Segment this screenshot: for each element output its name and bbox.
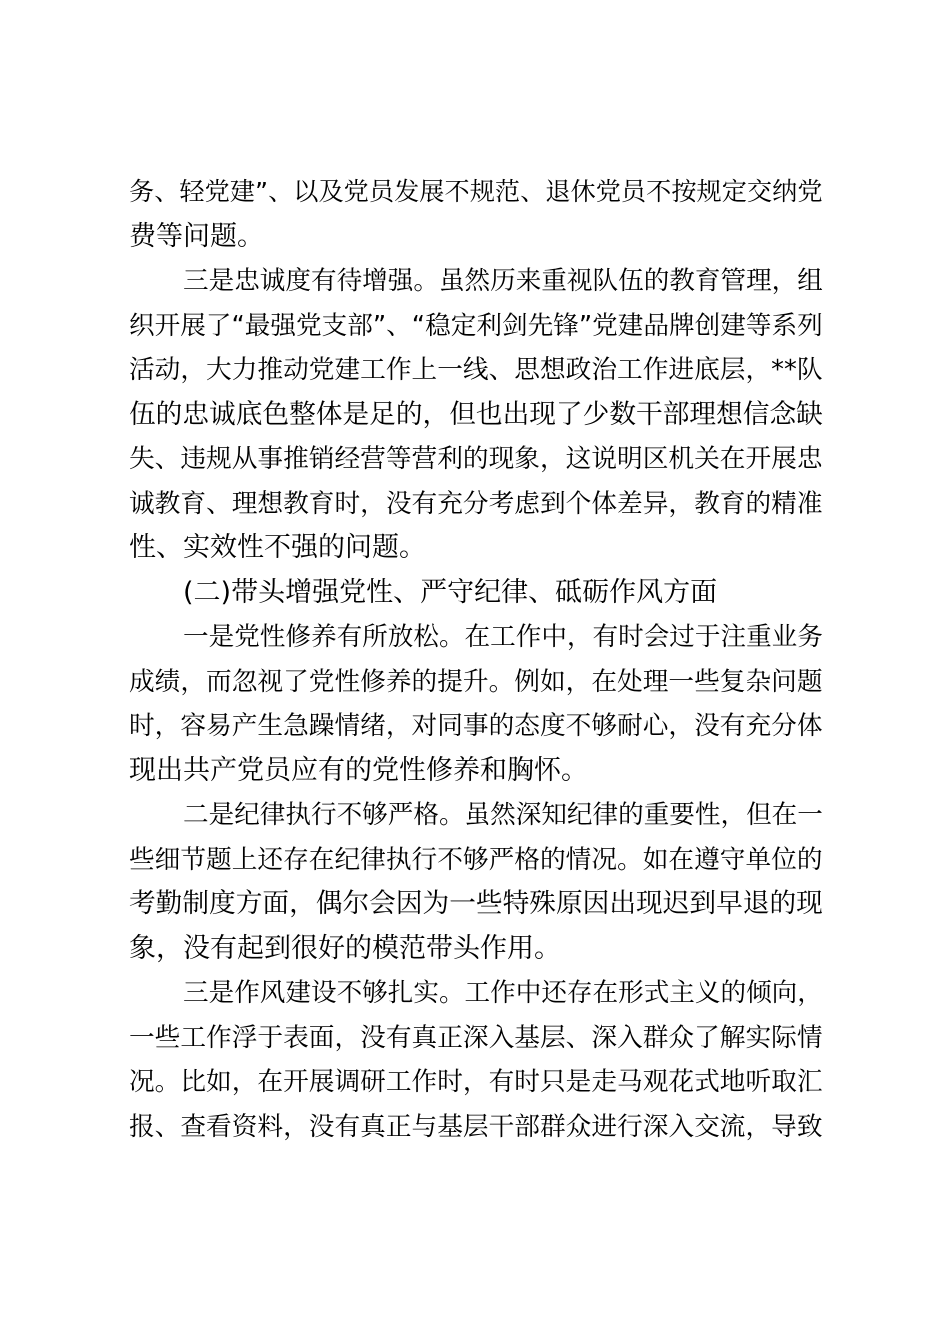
text-line: 诚教育、理想教育时，没有充分考虑到个体差异，教育的精准 — [129, 488, 823, 519]
text-line: 伍的忠诚底色整体是足的，但也出现了少数干部理想信念缺 — [129, 398, 823, 430]
paragraph-start-line: 二是纪律执行不够严格。虽然深知纪律的重要性，但在一 — [183, 800, 823, 830]
text-line: 失、违规从事推销经营等营利的现象，这说明区机关在开展忠 — [129, 444, 823, 474]
section-heading: (二)带头增强党性、严守纪律、砥砺作风方面 — [183, 576, 718, 608]
document-body — [129, 170, 823, 1149]
text-line: 现出共产党员应有的党性修养和胸怀。 — [129, 754, 588, 786]
text-line: 织开展了“最强党支部”、“稳定利剑先锋”党建品牌创建等系列 — [129, 310, 823, 341]
text-line: 况。比如，在开展调研工作时，有时只是走马观花式地听取汇 — [129, 1067, 823, 1097]
text-line: 象，没有起到很好的模范带头作用。 — [129, 932, 561, 964]
paragraph-start-line: 一是党性修养有所放松。在工作中，有时会过于注重业务 — [183, 622, 823, 652]
text-line: 报、查看资料，没有真正与基层干部群众进行深入交流，导致 — [129, 1111, 823, 1142]
text-line: 费等问题。 — [129, 220, 264, 252]
text-line: 务、轻党建”、以及党员发展不规范、退休党员不按规定交纳党 — [129, 177, 823, 206]
paragraph-start-line: 三是忠诚度有待增强。虽然历来重视队伍的教育管理，组 — [183, 266, 823, 296]
paragraph-start-line: 三是作风建设不够扎实。工作中还存在形式主义的倾向， — [183, 978, 823, 1008]
text-line: 些细节题上还存在纪律执行不够严格的情况。如在遵守单位的 — [129, 844, 823, 875]
text-line: 成绩，而忽视了党性修养的提升。例如，在处理一些复杂问题 — [129, 666, 823, 697]
text-line: 一些工作浮于表面，没有真正深入基层、深入群众了解实际情 — [129, 1022, 823, 1053]
text-line: 考勤制度方面，偶尔会因为一些特殊原因出现迟到早退的现 — [129, 888, 823, 919]
text-line: 时，容易产生急躁情绪，对同事的态度不够耐心，没有充分体 — [129, 711, 823, 741]
text-line: 活动，大力推动党建工作上一线、思想政治工作进底层，**队 — [129, 355, 823, 385]
text-line: 性、实效性不强的问题。 — [129, 532, 426, 563]
